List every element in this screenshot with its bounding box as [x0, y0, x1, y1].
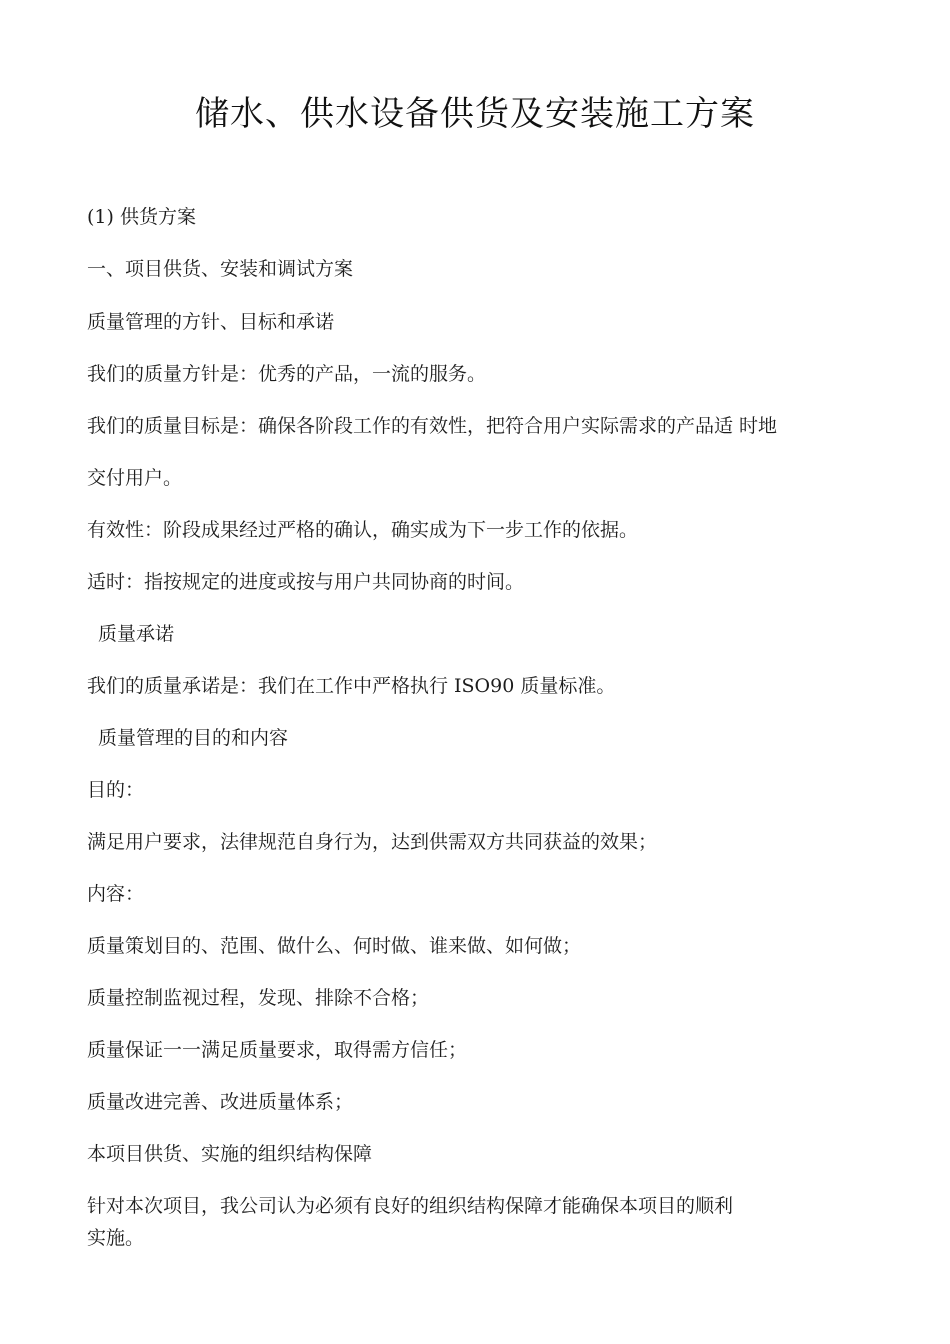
- label-purpose: 目的：: [87, 779, 145, 801]
- paragraph-effectiveness: 有效性：阶段成果经过严格的确认，确实成为下一步工作的依据。: [87, 519, 639, 541]
- paragraph-quality-goal: 我们的质量目标是：确保各阶段工作的有效性，把符合用户实际需求的产品适 时地: [87, 415, 778, 437]
- subheading-organization-structure: 本项目供货、实施的组织结构保障: [87, 1143, 373, 1165]
- paragraph-organization: 针对本次项目，我公司认为必须有良好的组织结构保障才能确保本项目的顺利: [87, 1195, 734, 1217]
- list-item-quality-control: 质量控制监视过程，发现、排除不合格；: [87, 987, 430, 1009]
- list-item-quality-improvement: 质量改进完善、改进质量体系；: [87, 1091, 354, 1113]
- section-heading-supply-plan: (1) 供货方案: [87, 206, 196, 228]
- paragraph-organization-cont: 实施。: [87, 1227, 145, 1249]
- label-content: 内容：: [87, 883, 145, 905]
- paragraph-quality-policy-heading: 质量管理的方针、目标和承诺: [87, 311, 335, 333]
- list-item-quality-assurance: 质量保证一一满足质量要求，取得需方信任；: [87, 1039, 468, 1061]
- subheading-quality-commitment: 质量承诺: [98, 623, 175, 645]
- section-heading-project-plan: 一、项目供货、安装和调试方案: [87, 258, 354, 280]
- paragraph-quality-goal-cont: 交付用户。: [87, 467, 183, 489]
- document-title: 储水、供水设备供货及安装施工方案: [195, 94, 755, 134]
- paragraph-purpose: 满足用户要求，法律规范自身行为，达到供需双方共同获益的效果；: [87, 831, 658, 853]
- subheading-quality-management-purpose: 质量管理的目的和内容: [98, 727, 289, 749]
- paragraph-quality-policy: 我们的质量方针是：优秀的产品，一流的服务。: [87, 363, 487, 385]
- paragraph-timeliness: 适时：指按规定的进度或按与用户共同协商的时间。: [87, 571, 525, 593]
- paragraph-quality-commitment: 我们的质量承诺是：我们在工作中严格执行 ISO90 质量标准。: [87, 675, 616, 697]
- list-item-quality-planning: 质量策划目的、范围、做什么、何时做、谁来做、如何做；: [87, 935, 582, 957]
